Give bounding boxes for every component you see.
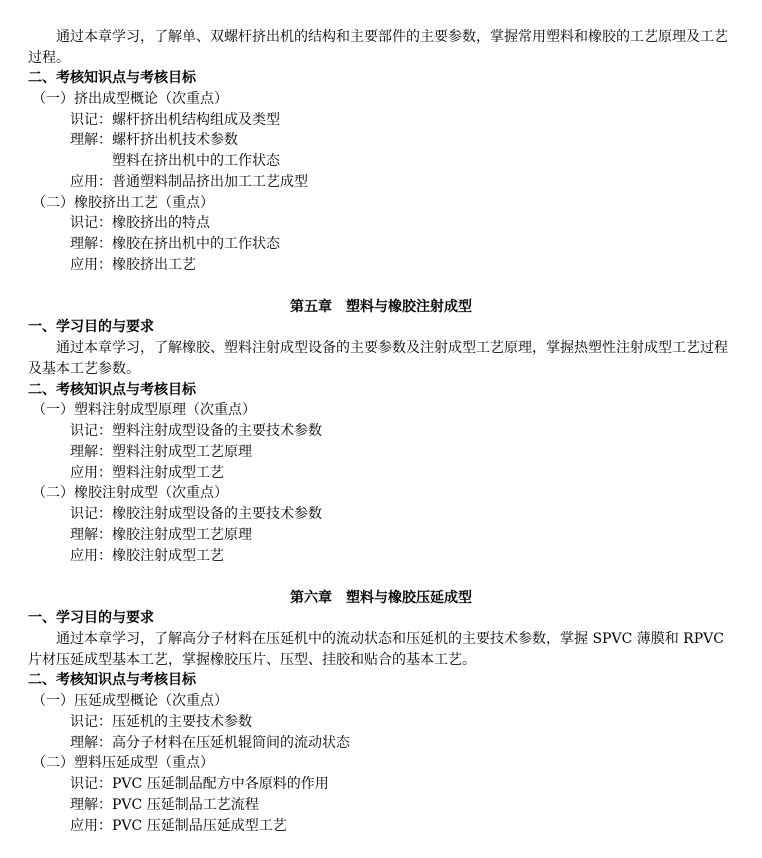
ch6-topic1-item: 理解：高分子材料在压延机辊筒间的流动状态 — [70, 735, 350, 751]
ch5-topic1-item: 理解：塑料注射成型工艺原理 — [70, 444, 252, 460]
ch4-topic2-heading: （二）橡胶挤出工艺（重点） — [32, 195, 214, 211]
ch6-topic2-item: 理解：PVC 压延制品工艺流程 — [70, 797, 259, 813]
ch4-topic1-heading: （一）挤出成型概论（次重点） — [32, 91, 228, 107]
ch6-topic1-item: 识记：压延机的主要技术参数 — [70, 714, 252, 730]
ch6-topic2-heading: （二）塑料压延成型（重点） — [32, 755, 214, 771]
ch5-topic2-item: 应用：橡胶注射成型工艺 — [70, 548, 224, 564]
ch5-topic1-item: 识记：塑料注射成型设备的主要技术参数 — [70, 423, 322, 439]
ch5-topic1-heading: （一）塑料注射成型原理（次重点） — [32, 402, 256, 418]
ch4-topic2-item: 理解：橡胶在挤出机中的工作状态 — [70, 236, 280, 252]
ch4-topic2-item: 识记：橡胶挤出的特点 — [70, 215, 210, 231]
ch6-title: 第六章 塑料与橡胶压延成型 — [290, 590, 472, 606]
ch5-section2-heading: 二、考核知识点与考核目标 — [28, 382, 196, 398]
ch5-topic2-heading: （二）橡胶注射成型（次重点） — [32, 485, 228, 501]
ch4-topic1-item: 应用：普通塑料制品挤出加工工艺成型 — [70, 174, 308, 190]
ch5-title: 第五章 塑料与橡胶注射成型 — [290, 299, 472, 315]
ch4-topic1-item: 塑料在挤出机中的工作状态 — [112, 153, 280, 169]
ch5-topic2-item: 理解：橡胶注射成型工艺原理 — [70, 527, 252, 543]
ch6-topic2-item: 应用：PVC 压延制品压延成型工艺 — [70, 818, 287, 834]
ch6-section2-heading: 二、考核知识点与考核目标 — [28, 672, 196, 688]
ch5-topic1-item: 应用：塑料注射成型工艺 — [70, 465, 224, 481]
ch5-topic2-item: 识记：橡胶注射成型设备的主要技术参数 — [70, 506, 322, 522]
ch4-objective-text: 通过本章学习，了解单、双螺杆挤出机的结构和主要部件的主要参数，掌握常用塑料和橡胶的工艺原理及工艺过程。 — [28, 29, 728, 66]
ch6-topic1-heading: （一）压延成型概论（次重点） — [32, 693, 228, 709]
ch5-section1-heading: 一、学习目的与要求 — [28, 319, 154, 335]
ch6-objective-text: 通过本章学习，了解高分子材料在压延机中的流动状态和压延机的主要技术参数，掌握 SPVC 薄膜和 RPVC 片材压延成型基本工艺，掌握橡胶压片、压型、挂胶和贴合的基本工艺。 — [28, 631, 724, 668]
ch4-topic1-item: 识记：螺杆挤出机结构组成及类型 — [70, 112, 280, 128]
ch6-section1-heading: 一、学习目的与要求 — [28, 610, 154, 626]
ch4-topic2-item: 应用：橡胶挤出工艺 — [70, 257, 196, 273]
ch4-section2-heading: 二、考核知识点与考核目标 — [28, 70, 196, 86]
ch4-topic1-item: 理解：螺杆挤出机技术参数 — [70, 132, 238, 148]
ch6-topic2-item: 识记：PVC 压延制品配方中各原料的作用 — [70, 776, 329, 792]
ch5-objective-text: 通过本章学习，了解橡胶、塑料注射成型设备的主要参数及注射成型工艺原理，掌握热塑性注射成型工艺过程及基本工艺参数。 — [28, 340, 728, 377]
